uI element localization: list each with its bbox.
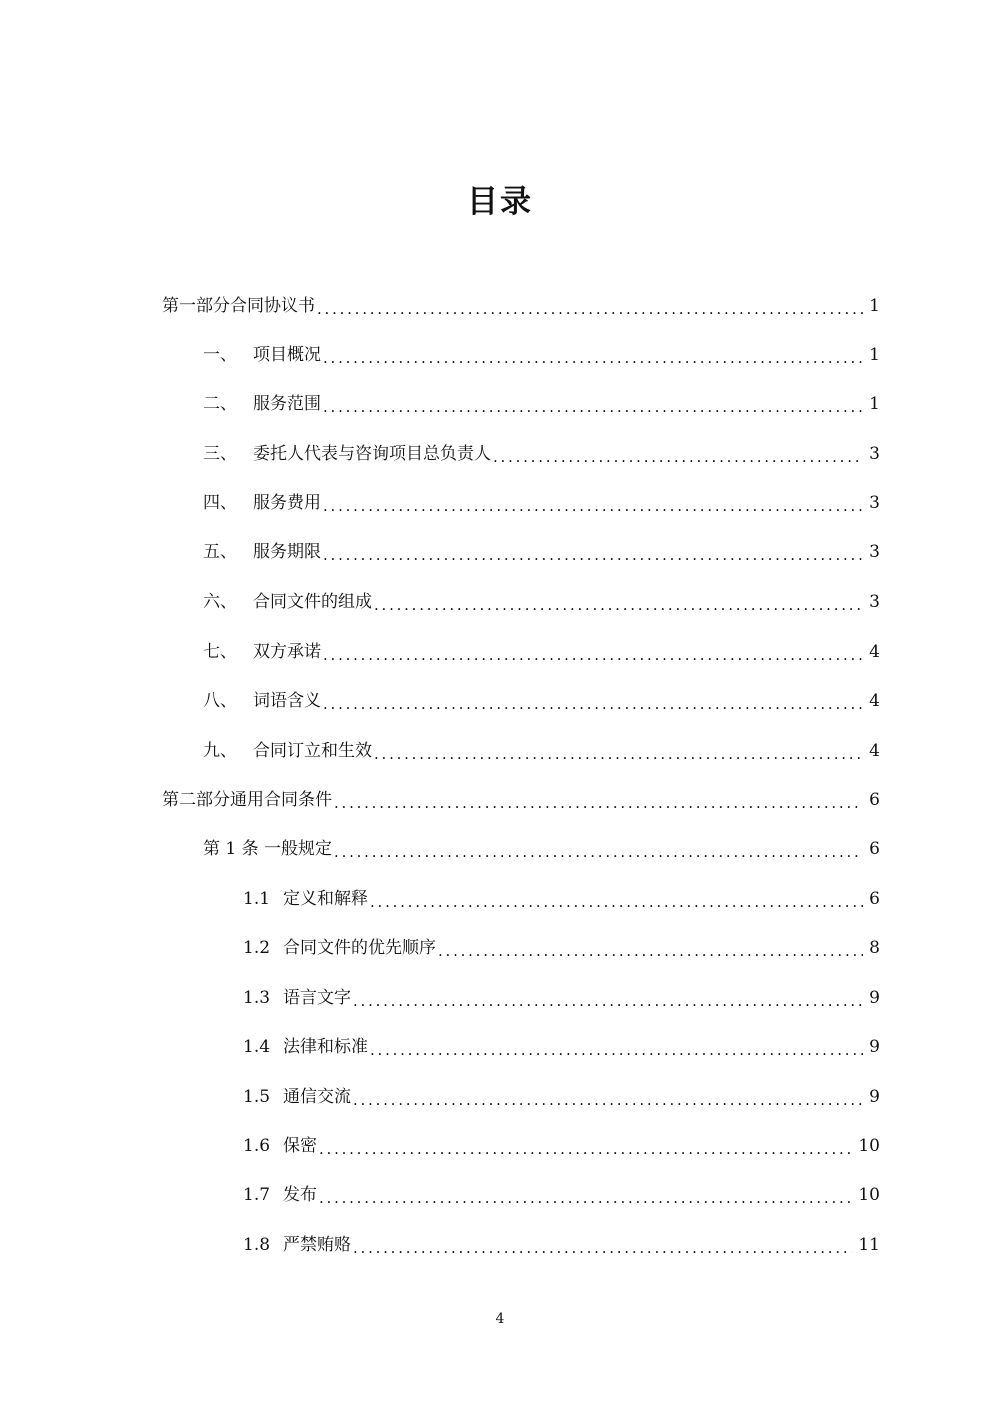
dot-leader [370, 1038, 863, 1062]
toc-entry-clause-1-6[interactable] [243, 1126, 880, 1166]
toc-entry-page: 4 [869, 642, 880, 662]
toc-entry-page: 4 [869, 691, 880, 711]
toc-entry-text: 项目概况 [253, 345, 321, 365]
toc-entry-number: 1.5 [243, 1087, 271, 1107]
toc-entry-page: 1 [869, 345, 880, 365]
toc-entry-page: 9 [869, 1087, 880, 1107]
toc-entry-section-7[interactable] [203, 632, 880, 672]
toc-entry-text: 第一部分合同协议书 [162, 296, 315, 316]
toc-entry-page: 10 [858, 1185, 880, 1205]
toc-entry-page: 10 [858, 1136, 880, 1156]
toc-entry-clause-1-2[interactable] [243, 928, 880, 968]
toc-entry-page: 6 [869, 790, 880, 810]
toc-entry-text: 委托人代表与咨询项目总负责人 [253, 444, 491, 464]
toc-entry-number: 1.3 [243, 988, 271, 1008]
toc-entry-number: 八、 [203, 691, 237, 711]
toc-entry-text: 通信交流 [283, 1087, 351, 1107]
dot-leader [334, 791, 863, 815]
toc-entry-section-3[interactable] [203, 434, 880, 474]
dot-leader [370, 890, 863, 914]
dot-leader [493, 445, 863, 469]
page-number: 4 [495, 1311, 505, 1327]
toc-entry-part-1[interactable] [162, 286, 880, 326]
toc-entry-clause-1-7[interactable] [243, 1175, 880, 1215]
toc-entry-page: 9 [869, 988, 880, 1008]
toc-entry-text: 服务范围 [253, 394, 321, 414]
toc-entry-part-2[interactable] [162, 780, 880, 820]
dot-leader [323, 643, 863, 667]
toc-entry-text: 双方承诺 [253, 642, 321, 662]
toc-entry-number: 1.4 [243, 1037, 271, 1057]
dot-leader [323, 543, 863, 567]
dot-leader [323, 346, 863, 370]
toc-entry-text: 服务期限 [253, 542, 321, 562]
toc-entry-page: 3 [869, 592, 880, 612]
dot-leader [374, 593, 863, 617]
toc-entry-number: 五、 [203, 542, 237, 562]
toc-entry-number: 三、 [203, 444, 237, 464]
toc-entry-clause-1-8[interactable] [243, 1225, 880, 1265]
toc-entry-text: 保密 [283, 1136, 317, 1156]
toc-entry-page: 8 [869, 938, 880, 958]
toc-entry-number: 1.8 [243, 1235, 271, 1255]
toc-entry-section-2[interactable] [203, 384, 880, 424]
dot-leader [353, 1088, 863, 1112]
toc-entry-number: 四、 [203, 493, 237, 513]
toc-entry-text: 合同订立和生效 [253, 741, 372, 761]
toc-entry-number: 1.1 [243, 889, 271, 909]
toc-entry-text: 语言文字 [283, 988, 351, 1008]
toc-entry-page: 6 [869, 839, 880, 859]
dot-leader [353, 989, 863, 1013]
toc-entry-section-8[interactable] [203, 681, 880, 721]
toc-title: 目录 [467, 184, 533, 220]
dot-leader [353, 1236, 852, 1260]
toc-entry-number: 二、 [203, 394, 237, 414]
toc-entry-text: 服务费用 [253, 493, 321, 513]
toc-entry-number: 九、 [203, 741, 237, 761]
toc-entry-page: 6 [869, 889, 880, 909]
dot-leader [319, 1137, 852, 1161]
toc-entry-clause-1-3[interactable] [243, 978, 880, 1018]
toc-entry-number: 一、 [203, 345, 237, 365]
toc-entry-page: 1 [869, 296, 880, 316]
toc-entry-clause-1-4[interactable] [243, 1027, 880, 1067]
toc-entry-section-6[interactable] [203, 582, 880, 622]
dot-leader [319, 1186, 852, 1210]
toc-entry-text: 法律和标准 [283, 1037, 368, 1057]
toc-entry-article-1[interactable] [203, 829, 880, 869]
toc-entry-page: 3 [869, 444, 880, 464]
dot-leader [323, 395, 863, 419]
toc-entry-number: 1.6 [243, 1136, 271, 1156]
toc-entry-text: 严禁贿赂 [283, 1235, 351, 1255]
toc-entry-page: 3 [869, 542, 880, 562]
toc-entry-section-5[interactable] [203, 532, 880, 572]
toc-entry-text: 合同文件的组成 [253, 592, 372, 612]
toc-entry-page: 4 [869, 741, 880, 761]
dot-leader [374, 742, 863, 766]
toc-entry-number: 七、 [203, 642, 237, 662]
dot-leader [323, 692, 863, 716]
toc-entry-section-9[interactable] [203, 731, 880, 771]
toc-entry-section-4[interactable] [203, 483, 880, 523]
toc-entry-text: 第 1 条 一般规定 [203, 839, 333, 859]
toc-entry-number: 1.2 [243, 938, 271, 958]
dot-leader [323, 494, 863, 518]
dot-leader [317, 297, 863, 321]
toc-entry-text: 定义和解释 [283, 889, 368, 909]
dot-leader [334, 840, 863, 864]
toc-entry-page: 11 [858, 1235, 880, 1255]
toc-entry-page: 9 [869, 1037, 880, 1057]
toc-entry-number: 六、 [203, 592, 237, 612]
toc-entry-text: 发布 [283, 1185, 317, 1205]
toc-entry-number: 1.7 [243, 1185, 271, 1205]
toc-entry-section-1[interactable] [203, 335, 880, 375]
toc-entry-page: 3 [869, 493, 880, 513]
toc-entry-text: 合同文件的优先顺序 [283, 938, 436, 958]
toc-entry-clause-1-1[interactable] [243, 879, 880, 919]
toc-entry-page: 1 [869, 394, 880, 414]
dot-leader [438, 939, 863, 963]
toc-entry-text: 词语含义 [253, 691, 321, 711]
toc-entry-clause-1-5[interactable] [243, 1077, 880, 1117]
toc-entry-text: 第二部分通用合同条件 [162, 790, 332, 810]
